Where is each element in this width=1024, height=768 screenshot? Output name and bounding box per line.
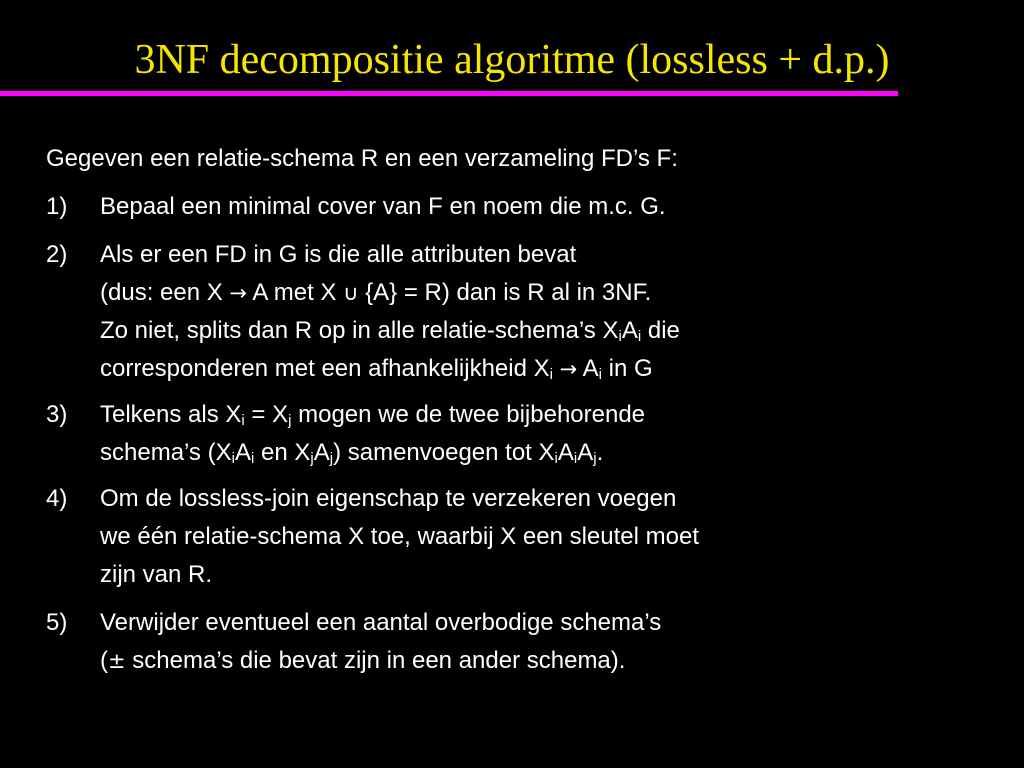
list-item-text: [100, 188, 666, 226]
list-item-text: [100, 396, 645, 472]
text-run: (: [100, 647, 108, 674]
list-item-line: [100, 396, 645, 434]
text-run: in G: [601, 355, 653, 382]
subscript: i: [598, 366, 602, 383]
subscript: j: [310, 450, 314, 467]
subscript: i: [554, 450, 558, 467]
list-item: [46, 480, 1006, 594]
subscript: i: [241, 412, 245, 429]
text-run: [553, 355, 560, 382]
math-symbol: ±: [108, 649, 126, 673]
slide-body: [46, 140, 1006, 680]
text-run: mogen we de twee bijbehorende: [291, 401, 646, 428]
subscript: i: [573, 450, 578, 467]
list-item-line: [100, 350, 680, 388]
list-item-line: [100, 642, 661, 680]
subscript: i: [231, 450, 235, 467]
list-item: [46, 188, 1006, 226]
list-item-line: [100, 480, 699, 518]
subscript: j: [593, 450, 597, 467]
math-symbol: ∪: [343, 281, 359, 305]
text-run: Als er een FD in G is die alle attributen bevat: [100, 241, 577, 268]
text-run: schema’s die bevat zijn in een ander schema).: [125, 647, 626, 674]
list-item: [46, 236, 1006, 388]
text-run: corresponderen met een afhankelijkheid X: [100, 355, 550, 382]
list-item: [46, 396, 1006, 472]
list-item-text: [100, 480, 699, 594]
text-run: A: [313, 439, 330, 466]
subscript: j: [288, 412, 292, 429]
text-run: A: [621, 317, 638, 344]
text-run: A: [557, 439, 574, 466]
list-item-number: 4): [46, 485, 68, 512]
math-symbol: →: [559, 357, 578, 381]
list-item-line: [100, 604, 661, 642]
subscript: i: [250, 450, 255, 467]
subscript: i: [637, 328, 642, 345]
text-run: we één relatie-schema X toe, waarbij X een sleutel moet: [100, 523, 699, 550]
text-run: schema’s (X: [100, 439, 232, 466]
text-run: A: [577, 439, 594, 466]
text-run: Verwijder eventueel een aantal overbodige schema’s: [100, 609, 662, 636]
text-run: zijn van R.: [100, 561, 213, 588]
list-item-text: [100, 236, 680, 388]
list-item-line: [100, 188, 666, 226]
slide-title: 3NF decompositie algoritme (lossless + d.p.): [134, 37, 890, 83]
subscript: i: [549, 366, 553, 383]
text-run: die: [641, 317, 680, 344]
list-item-number: 1): [46, 193, 68, 220]
text-run: en X: [254, 439, 311, 466]
text-run: A: [577, 355, 599, 382]
list-item-line: [100, 518, 699, 556]
list-item-line: [100, 312, 680, 350]
subscript: i: [618, 328, 622, 345]
text-run: Zo niet, splits dan R op in alle relatie-schema’s X: [100, 317, 619, 344]
list-item-number: 5): [46, 609, 68, 636]
text-run: (dus: een X: [100, 279, 230, 306]
math-symbol: →: [229, 281, 248, 305]
text-run: .: [596, 439, 604, 466]
list-item: [46, 604, 1006, 680]
list-item-line: [100, 274, 680, 312]
list-item-number: 3): [46, 401, 68, 428]
list-item-line: [100, 236, 680, 274]
list-item-text: [100, 604, 661, 680]
text-run: Telkens als X: [100, 401, 242, 428]
list-item-number: 2): [46, 241, 68, 268]
numbered-list: [46, 188, 1006, 680]
list-item-line: [100, 434, 645, 472]
text-run: Om de lossless-join eigenschap te verzekeren voegen: [100, 485, 677, 512]
intro-text: Gegeven een relatie-schema R en een verzameling FD’s F:: [46, 145, 678, 172]
title-divider: [0, 91, 898, 96]
text-run: ) samenvoegen tot X: [333, 439, 555, 466]
text-run: = X: [244, 401, 289, 428]
text-run: A: [234, 439, 251, 466]
text-run: {A} = R) dan is R al in 3NF.: [358, 279, 652, 306]
text-run: Bepaal een minimal cover van F en noem die m.c. G.: [100, 193, 666, 220]
subscript: j: [329, 450, 334, 467]
list-item-line: [100, 556, 699, 594]
text-run: A met X: [247, 279, 344, 306]
